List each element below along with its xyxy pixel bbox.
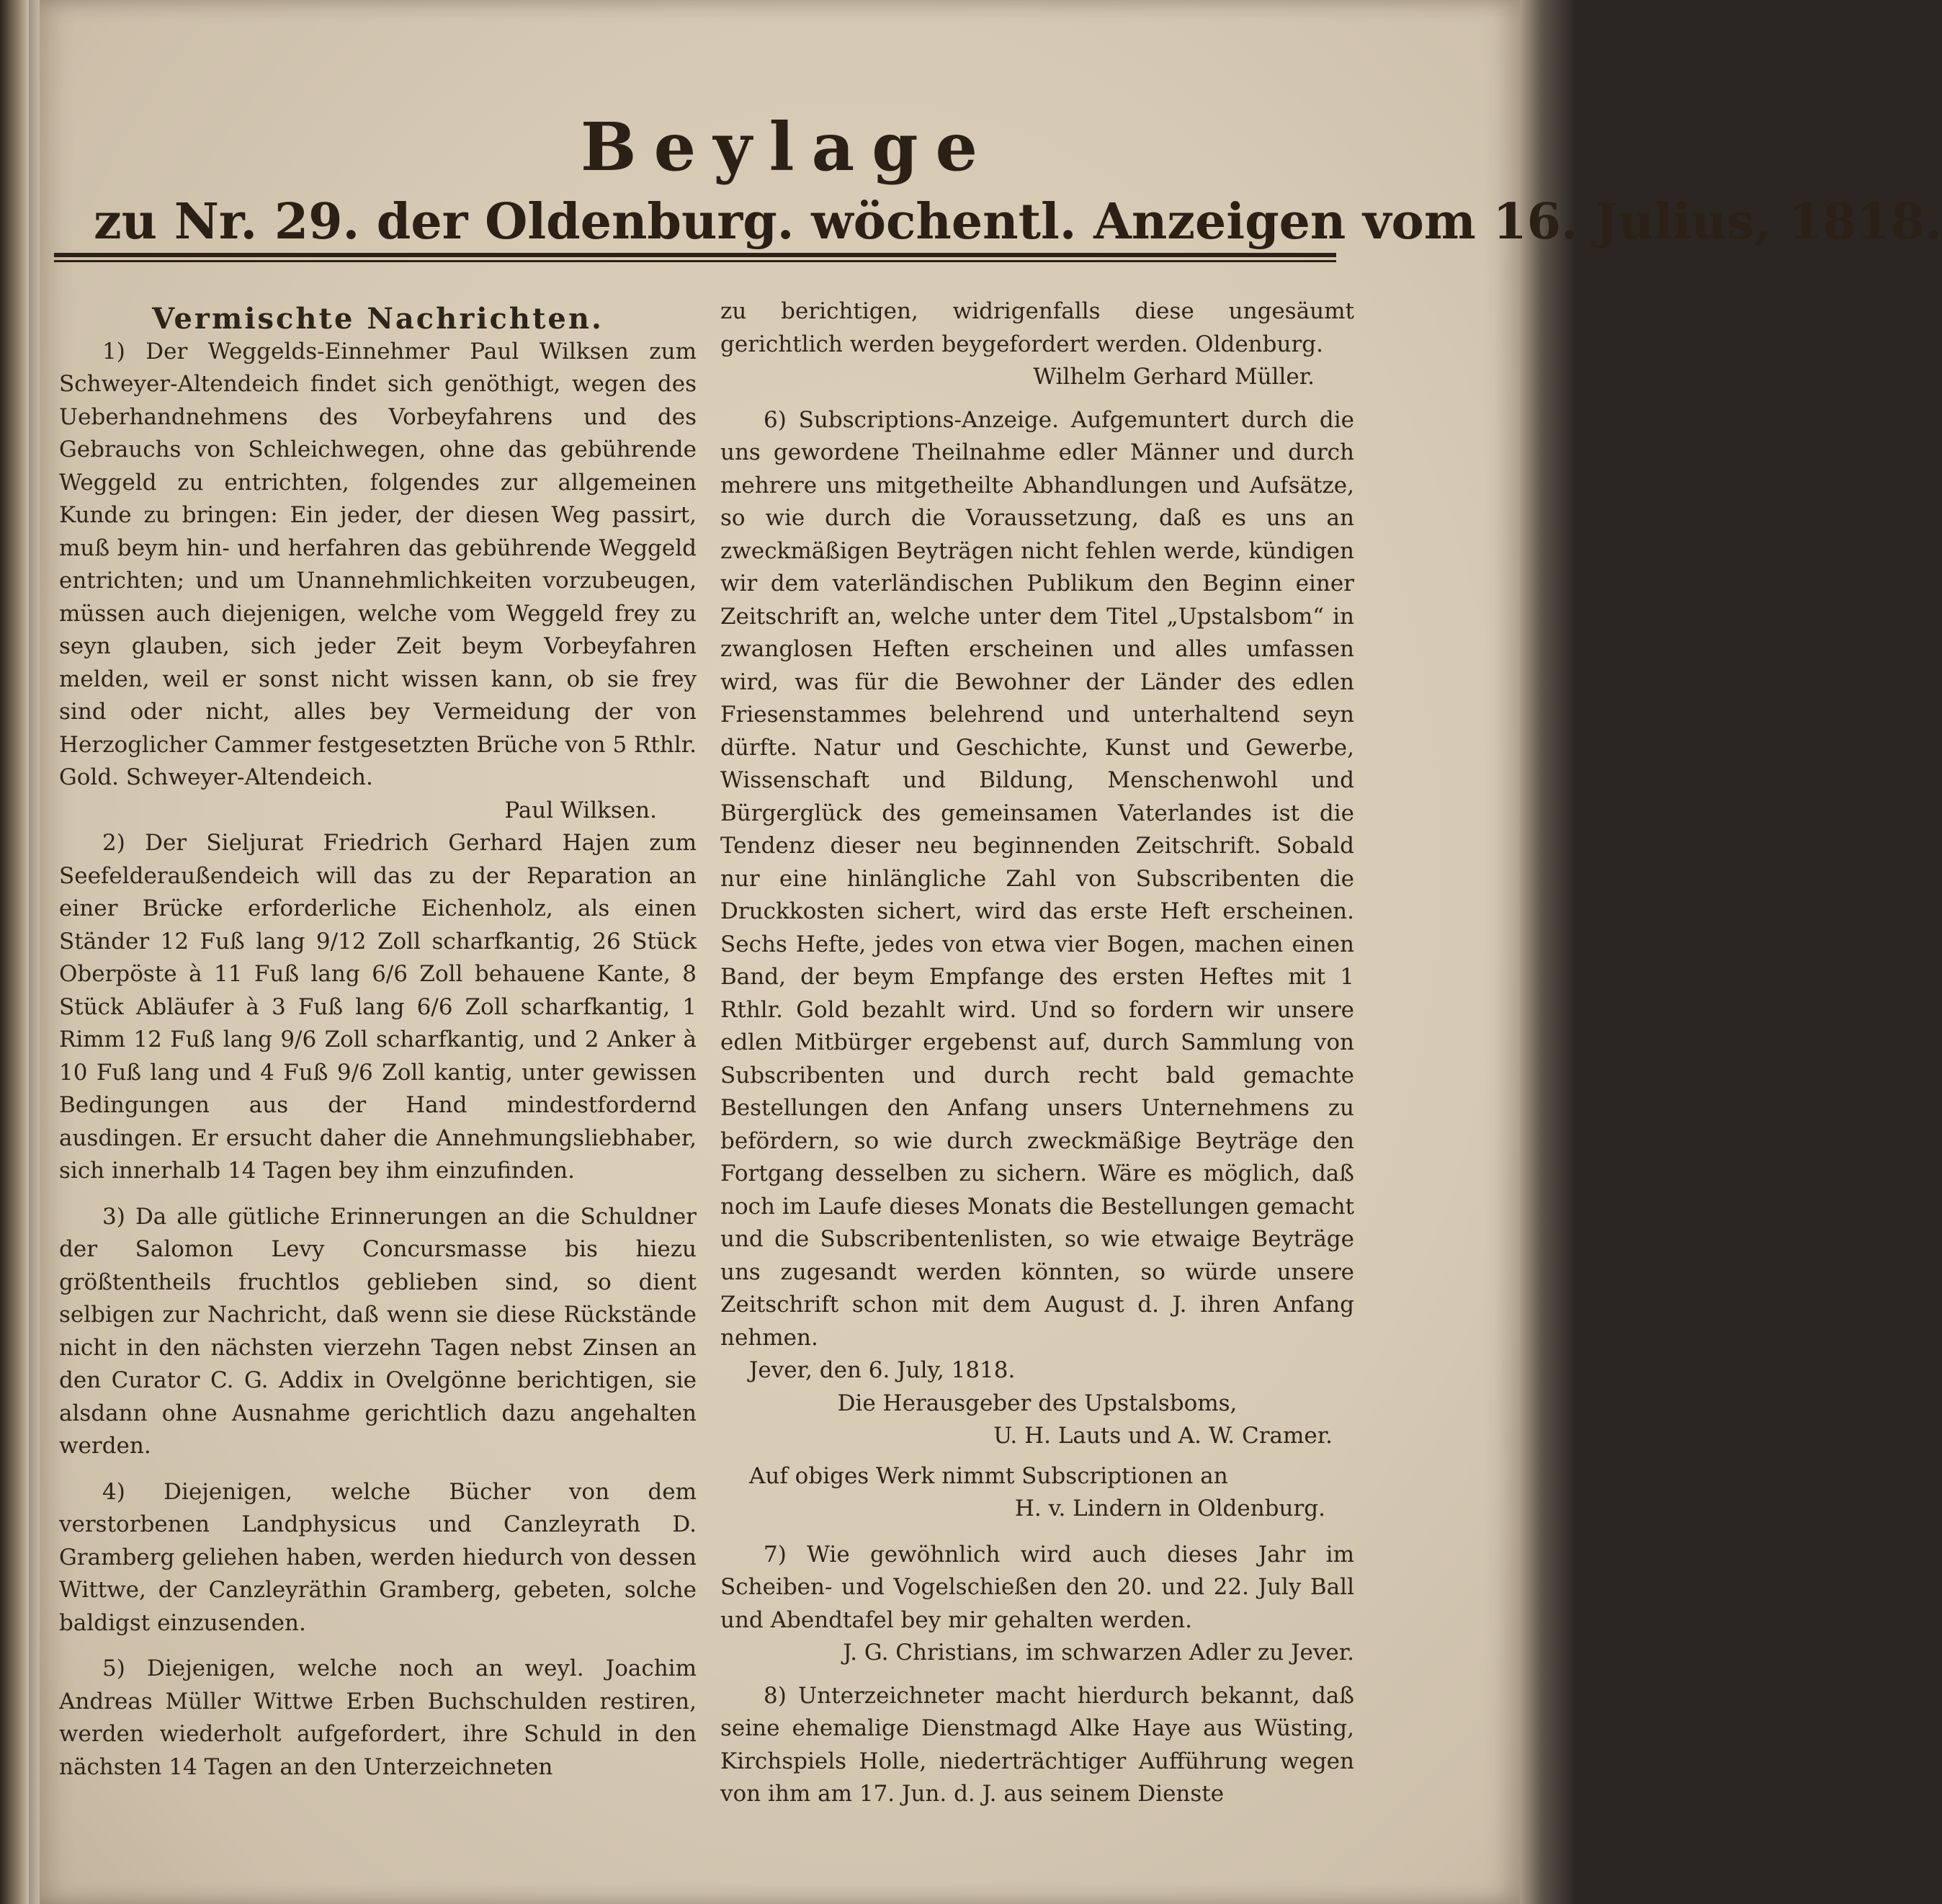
notice-6-signature-1: Die Herausgeber des Upstalsboms, xyxy=(837,1390,1238,1416)
notice-1: 1) Der Weggelds-Einnehmer Paul Wilksen zum Schweyer-Altendeich findet sich genöthigt, wegen des Ueberhandnehmens des Vorbeyfahrens und des Gebrauchs von Schleichwegen, ohne das gebührende Weggeld zu entrichten, folgendes zur allgemeinen Kunde zu bringen: Ein jeder, der diesen Weg passirt, muß beym hin- und herfahren das gebührende Weggeld entrichten; und um Unannehmlichkeiten vorzubeugen, müssen auch diejenigen, welche vom Weggeld frey zu seyn glauben, sich jeder Zeit beym Vorbeyfahren melden, weil er sonst nicht wissen kann, ob sie frey sind oder nicht, alles bey Vermeidung der von Herzoglicher Cammer festgesetzten Brüche von 5 Rthlr. Gold. Schweyer-Altendeich. xyxy=(59,338,697,790)
notice-6-place-date: Jever, den 6. July, 1818. xyxy=(749,1357,1016,1383)
previous-page-edge xyxy=(0,0,29,1904)
notice-8: 8) Unterzeichneter macht hierdurch bekannt, daß seine ehemalige Dienstmagd Alke Haye aus Wüsting, Kirchspiels Holle, niederträchtiger Aufführung wegen von ihm am 17. Jun. d. J. aus seinem Dienste xyxy=(720,1682,1354,1807)
notice-7: 7) Wie gewöhnlich wird auch dieses Jahr im Scheiben- und Vogelschießen den 20. und 22. July Ball und Abendtafel bey mir gehalten werden. xyxy=(720,1541,1354,1633)
notice-6-note-2: H. v. Lindern in Oldenburg. xyxy=(1014,1496,1325,1521)
header-rule xyxy=(54,253,1336,262)
section-heading: Vermischte Nachrichten. xyxy=(152,302,604,336)
notice-4: 4) Diejenigen, welche Bücher von dem verstorbenen Landphysicus und Canzleyrath D. Gramberg geliehen haben, werden hiedurch von dessen Wittwe, der Canzleyräthin Gramberg, gebeten, solche baldigst einzusenden. xyxy=(59,1478,697,1636)
left-column xyxy=(59,303,697,1784)
notice-1-signature: Paul Wilksen. xyxy=(504,797,657,823)
notice-6-signature-2: U. H. Lauts und A. W. Cramer. xyxy=(993,1423,1333,1449)
notice-6-note-1: Auf obiges Werk nimmt Subscriptionen an xyxy=(749,1462,1228,1489)
notice-6: 6) Subscriptions-Anzeige. Aufgemuntert durch die uns gewordene Theilnahme edler Männer und durch mehrere uns mitgetheilte Abhandlungen und Aufsätze, so wie durch die Voraussetzung, daß es uns an zweckmäßigen Beyträgen nicht fehlen werde, kündigen wir dem vaterländischen Publikum den Beginn einer Zeitschrift an, welche unter dem Titel „Upstalsbom“ in zwanglosen Heften erscheinen und alles umfassen wird, was für die Bewohner der Länder des edlen Friesenstammes belehrend und unterhaltend seyn dürfte. Natur und Geschichte, Kunst und Gewerbe, Wissenschaft und Bildung, Menschenwohl und Bürgerglück des gemeinsamen Vaterlandes ist die Tendenz dieser neu beginnenden Zeitschrift. Sobald nur eine hinlängliche Zahl von Subscribenten die Druckkosten sichert, wird das erste Heft erscheinen. Sechs Hefte, jedes von etwa vier Bogen, machen einen Band, der beym Empfange des ersten Heftes mit 1 Rthlr. Gold bezahlt wird. Und so fordern wir unsere edlen Mitbürger ergebenst auf, durch Sammlung von Subscribenten und durch recht bald gemachte Bestellungen den Anfang unsers Unternehmens zu befördern, so wie durch zweckmäßige Beyträge den Fortgang desselben zu sichern. Wäre es möglich, daß noch im Laufe dieses Monats die Bestellungen gemacht und die Subscribentenlisten, so wie etwaige Beyträge uns zugesandt werden könnten, so würde unsere Zeitschrift schon mit dem August d. J. ihren Anfang nehmen. xyxy=(720,406,1354,1351)
notice-7-signature: J. G. Christians, im schwarzen Adler zu Jever. xyxy=(843,1640,1354,1666)
notice-2: 2) Der Sieljurat Friedrich Gerhard Hajen zum Seefelderaußendeich will das zu der Reparation an einer Brücke erforderliche Eichenholz, als einen Ständer 12 Fuß lang 9/12 Zoll scharfkantig, 26 Stück Oberpöste à 11 Fuß lang 6/6 Zoll behauene Kante, 8 Stück Abläufer à 3 Fuß lang 6/6 Zoll scharfkantig, 1 Rimm 12 Fuß lang 9/6 Zoll scharfkantig, und 2 Anker à 10 Fuß lang und 4 Fuß 9/6 Zoll kantig, unter gewissen Bedingungen aus der Hand mindestfordernd ausdingen. Er ersucht daher die Annehmungsliebhaber, sich innerhalb 14 Tagen bey ihm einzufinden. xyxy=(59,830,697,1184)
page-subtitle: zu Nr. 29. der Oldenburg. wöchentl. Anzeigen vom 16. Julius, 1818. xyxy=(94,193,1942,251)
notice-5: 5) Diejenigen, welche noch an weyl. Joachim Andreas Müller Wittwe Erben Buchschulden restiren, werden wiederholt aufgefordert, ihre Schuld in den nächsten 14 Tagen an den Unterzeichneten xyxy=(59,1655,697,1780)
notice-3: 3) Da alle gütliche Erinnerungen an die Schuldner der Salomon Levy Concursmasse bis hiezu größtentheils fruchtlos geblieben sind, so dient selbigen zur Nachricht, daß wenn sie diese Rückstände nicht in den nächsten vierzehn Tagen nebst Zinsen an den Curator C. G. Addix in Ovelgönne berichtigen, sie alsdann ohne Ausnahme gerichtlich dazu angehalten werden. xyxy=(59,1203,697,1459)
right-column xyxy=(720,295,1354,1811)
notice-5-continued: zu berichtigen, widrigenfalls diese ungesäumt gerichtlich werden beygefordert werden. Oldenburg. xyxy=(720,298,1354,357)
page-title: Beylage xyxy=(580,108,995,186)
notice-5-signature: Wilhelm Gerhard Müller. xyxy=(1033,364,1315,390)
